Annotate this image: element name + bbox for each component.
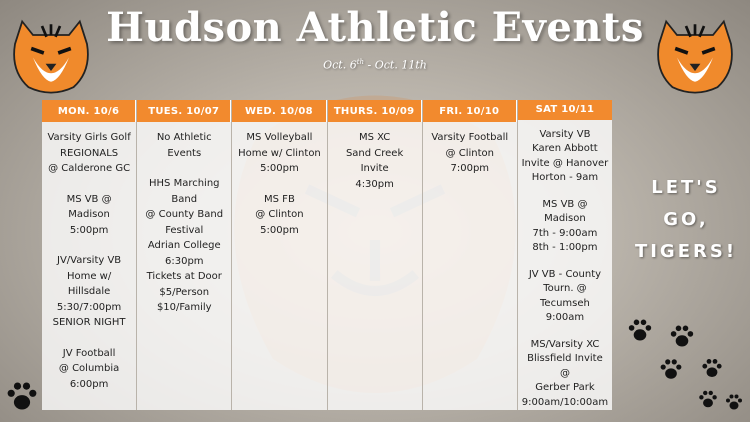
event-entry: JV/Varsity VB Home w/ Hillsdale 5:30/7:00pm SENIOR NIGHT — [52, 255, 126, 328]
event-entry: Varsity VB Karen Abbott Invite @ Hanover Horton - 9am — [521, 128, 609, 183]
day-column — [137, 100, 232, 410]
day-header: SAT 10/11 — [518, 100, 612, 120]
event-entry: MS VB @ Madison 5:00pm — [66, 193, 112, 236]
paw-print-icon — [697, 388, 719, 410]
event-entry: MS/Varsity XC Blissfield Invite @ Gerber Park 9:00am/10:00am — [521, 338, 609, 408]
paw-print-icon — [4, 378, 40, 414]
event-entry: MS VB @ Madison 7th - 9:00am 8th - 1:00pm — [532, 198, 598, 253]
day-header: THURS. 10/09 — [328, 100, 422, 122]
event-entry: MS FB @ Clinton 5:00pm — [255, 193, 304, 236]
events-schedule — [42, 100, 612, 410]
event-entry: No Athletic Events — [156, 132, 212, 159]
event-entry: HHS Marching Band @ County Band Festival Adrian College 6:30pm Tickets at Door $5/Person $10/Family — [145, 178, 224, 313]
paw-print-icon — [700, 356, 724, 380]
event-entry: Varsity Girls Golf REGIONALS @ Calderone GC — [47, 132, 131, 174]
day-header: MON. 10/6 — [42, 100, 136, 122]
day-column — [328, 100, 423, 410]
day-column — [232, 100, 327, 410]
page-title: Hudson Athletic Events — [106, 4, 644, 51]
day-column — [518, 100, 612, 410]
paw-print-icon — [724, 392, 744, 412]
day-header: FRI. 10/10 — [423, 100, 517, 122]
day-column — [42, 100, 137, 410]
paw-print-icon — [668, 322, 696, 350]
day-column — [423, 100, 518, 410]
event-entry: MS Volleyball Home w/ Clinton 5:00pm — [238, 132, 321, 174]
event-entry: JV VB - County Tourn. @ Tecumseh 9:00am — [528, 268, 602, 323]
paw-print-icon — [658, 356, 684, 382]
slogan-text: LET'S GO, TIGERS! — [634, 177, 738, 262]
day-header: WED. 10/08 — [232, 100, 326, 122]
date-range: Oct. 6th - Oct. 11th — [323, 58, 427, 72]
event-entry: JV Football @ Columbia 6:00pm — [58, 347, 120, 390]
day-header: TUES. 10/07 — [137, 100, 231, 122]
paw-print-icon — [626, 316, 654, 344]
event-entry: MS XC Sand Creek Invite 4:30pm — [345, 132, 404, 190]
event-entry: Varsity Football @ Clinton 7:00pm — [431, 132, 509, 174]
